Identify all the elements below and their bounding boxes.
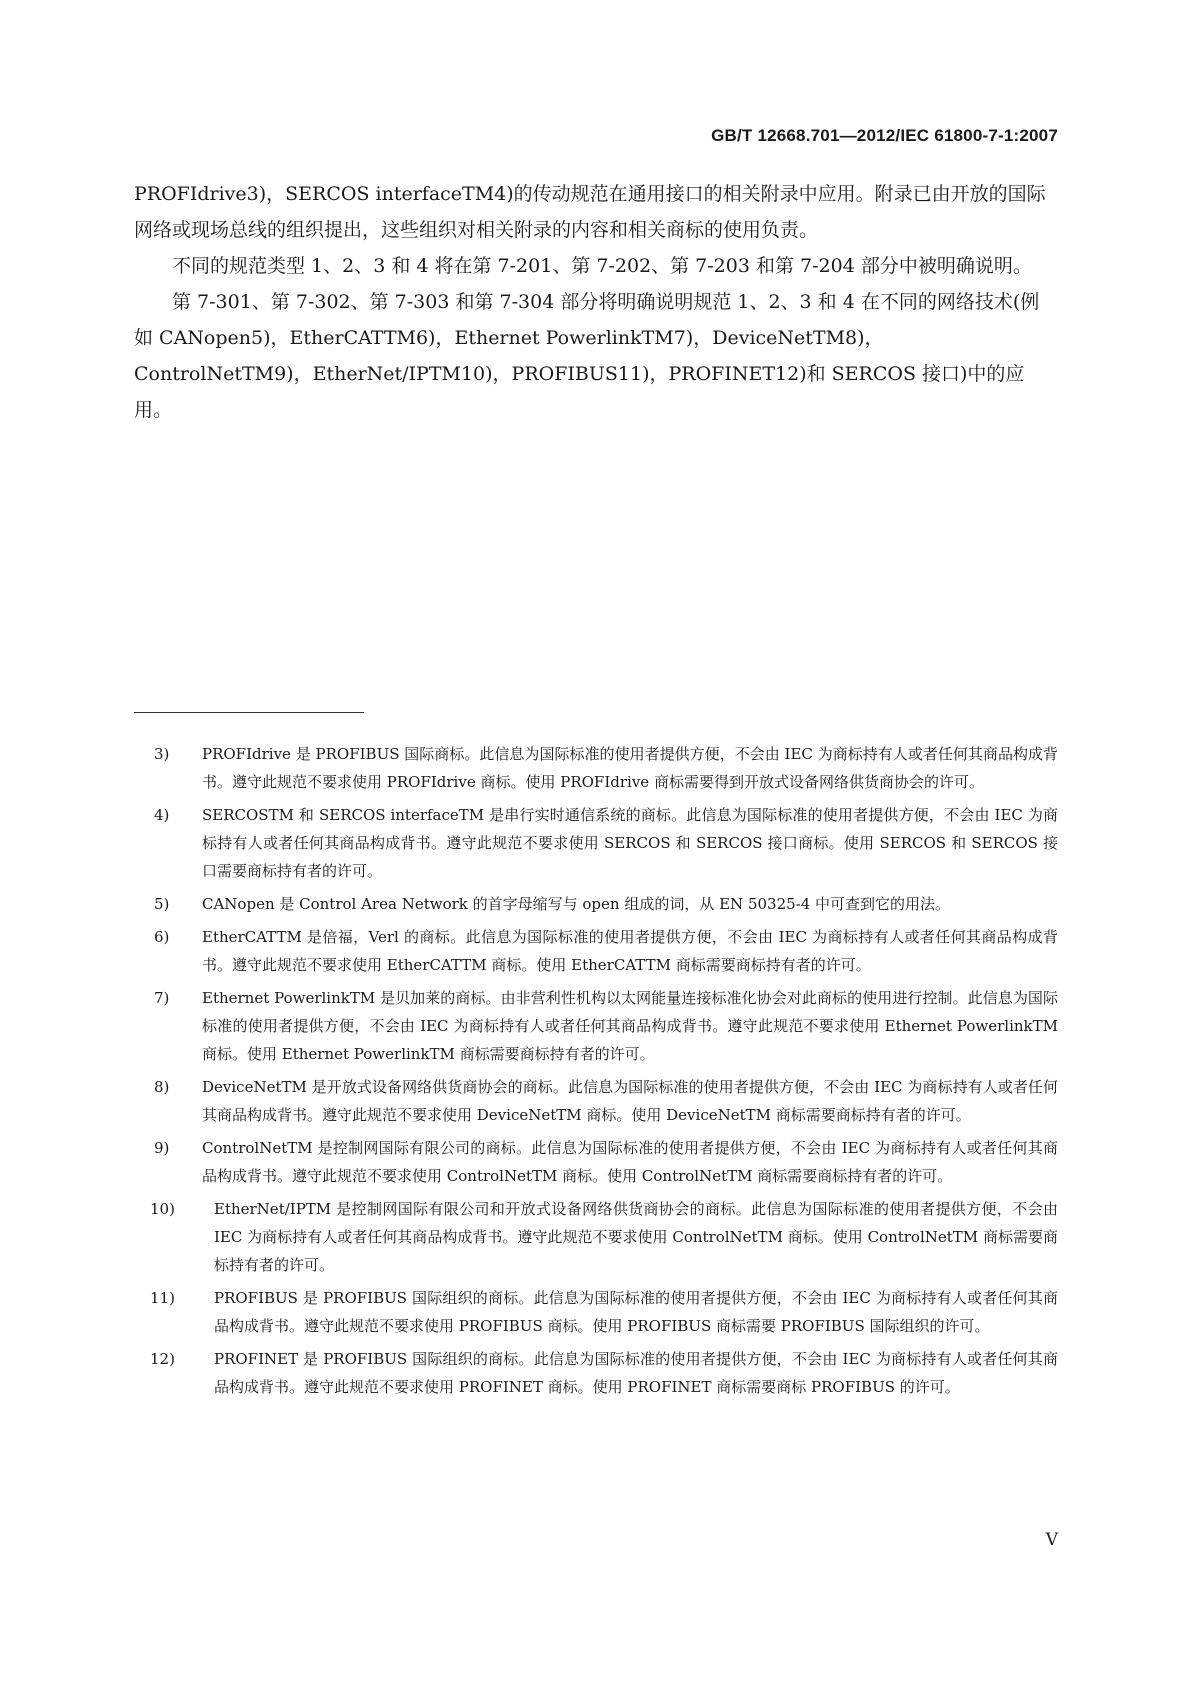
body-paragraph-3: 第 7-301、第 7-302、第 7-303 和第 7-304 部分将明确说明规范 1、2、3 和 4 在不同的网络技术(例如 CANopen5)，EtherCATTM6)，Ethernet PowerlinkTM7)，DeviceNetTM8)，ControlNetTM9)，EtherNet/IPTM10)，PROFIBUS11)，PROFINET12)和 SERCOS 接口)中的应用。	[134, 291, 1040, 421]
footnote-number: 7)	[154, 989, 170, 1007]
footnote-3	[134, 740, 1058, 796]
footnote-text: CANopen 是 Control Area Network 的首字母缩写与 open 组成的词，从 EN 50325-4 中可查到它的用法。	[202, 895, 951, 913]
page-number: V	[1045, 1530, 1058, 1550]
footnote-text: DeviceNetTM 是开放式设备网络供货商协会的商标。此信息为国际标准的使用者提供方便，不会由 IEC 为商标持有人或者任何其商品构成背书。遵守此规范不要求使用 DeviceNetTM 商标。使用 DeviceNetTM 商标需要商标持有者的许可。	[202, 1078, 1058, 1124]
footnote-number: 3)	[154, 745, 170, 763]
footnote-text: EtherCATTM 是倍福，Verl 的商标。此信息为国际标准的使用者提供方便，不会由 IEC 为商标持有人或者任何其商品构成背书。遵守此规范不要求使用 EtherCATTM 商标。使用 EtherCATTM 商标需要商标持有者的许可。	[202, 928, 1058, 974]
footnote-7	[134, 984, 1058, 1068]
footnote-number: 11)	[150, 1289, 175, 1307]
body-text	[134, 176, 1058, 428]
footnote-text: SERCOSTM 和 SERCOS interfaceTM 是串行实时通信系统的商标。此信息为国际标准的使用者提供方便，不会由 IEC 为商标持有人或者任何其商品构成背书。遵守此规范不要求使用 SERCOS 和 SERCOS 接口商标。使用 SERCOS 和 SERCOS 接口需要商标持有者的许可。	[202, 806, 1058, 880]
footnote-number: 4)	[154, 806, 170, 824]
footnote-11	[134, 1284, 1058, 1340]
footnote-text: PROFIBUS 是 PROFIBUS 国际组织的商标。此信息为国际标准的使用者提供方便，不会由 IEC 为商标持有人或者任何其商品构成背书。遵守此规范不要求使用 PROFIBUS 商标。使用 PROFIBUS 商标需要 PROFIBUS 国际组织的许可。	[214, 1289, 1058, 1335]
footnote-10	[134, 1195, 1058, 1279]
footnote-text: PROFIdrive 是 PROFIBUS 国际商标。此信息为国际标准的使用者提供方便，不会由 IEC 为商标持有人或者任何其商品构成背书。遵守此规范不要求使用 PROFIdrive 商标。使用 PROFIdrive 商标需要得到开放式设备网络供货商协会的许可。	[202, 745, 1058, 791]
footnote-number: 9)	[154, 1139, 170, 1157]
footnote-8	[134, 1073, 1058, 1129]
footnote-number: 12)	[150, 1350, 175, 1368]
page-header-standard-id: GB/T 12668.701—2012/IEC 61800-7-1:2007	[711, 126, 1058, 145]
body-paragraph-1: PROFIdrive3)，SERCOS interfaceTM4)的传动规范在通用接口的相关附录中应用。附录已由开放的国际网络或现场总线的组织提出，这些组织对相关附录的内容和相关商标的使用负责。	[134, 183, 1046, 241]
footnote-12	[134, 1345, 1058, 1401]
footnote-text: Ethernet PowerlinkTM 是贝加莱的商标。由非营利性机构以太网能量连接标准化协会对此商标的使用进行控制。此信息为国际标准的使用者提供方便，不会由 IEC 为商标持有人或者任何其商品构成背书。遵守此规范不要求使用 Ethernet PowerlinkTM 商标。使用 Ethernet PowerlinkTM 商标需要商标持有者的许可。	[202, 989, 1058, 1063]
footnote-9	[134, 1134, 1058, 1190]
footnote-text: ControlNetTM 是控制网国际有限公司的商标。此信息为国际标准的使用者提供方便，不会由 IEC 为商标持有人或者任何其商品构成背书。遵守此规范不要求使用 ControlNetTM 商标。使用 ControlNetTM 商标需要商标持有者的许可。	[202, 1139, 1058, 1185]
footnote-number: 8)	[154, 1078, 170, 1096]
footnote-4	[134, 801, 1058, 885]
footnote-divider	[134, 712, 364, 713]
footnote-6	[134, 923, 1058, 979]
body-paragraph-2: 不同的规范类型 1、2、3 和 4 将在第 7-201、第 7-202、第 7-203 和第 7-204 部分中被明确说明。	[172, 255, 1032, 277]
footnote-text: EtherNet/IPTM 是控制网国际有限公司和开放式设备网络供货商协会的商标。此信息为国际标准的使用者提供方便，不会由 IEC 为商标持有人或者任何其商品构成背书。遵守此规范不要求使用 ControlNetTM 商标。使用 ControlNetTM 商标需要商标持有者的许可。	[214, 1200, 1058, 1274]
footnote-number: 6)	[154, 928, 170, 946]
footnotes-list	[134, 740, 1058, 1406]
footnote-number: 5)	[154, 895, 170, 913]
footnote-number: 10)	[150, 1200, 175, 1218]
footnote-text: PROFINET 是 PROFIBUS 国际组织的商标。此信息为国际标准的使用者提供方便，不会由 IEC 为商标持有人或者任何其商品构成背书。遵守此规范不要求使用 PROFINET 商标。使用 PROFINET 商标需要商标 PROFIBUS 的许可。	[214, 1350, 1058, 1396]
footnote-5	[134, 890, 1058, 918]
